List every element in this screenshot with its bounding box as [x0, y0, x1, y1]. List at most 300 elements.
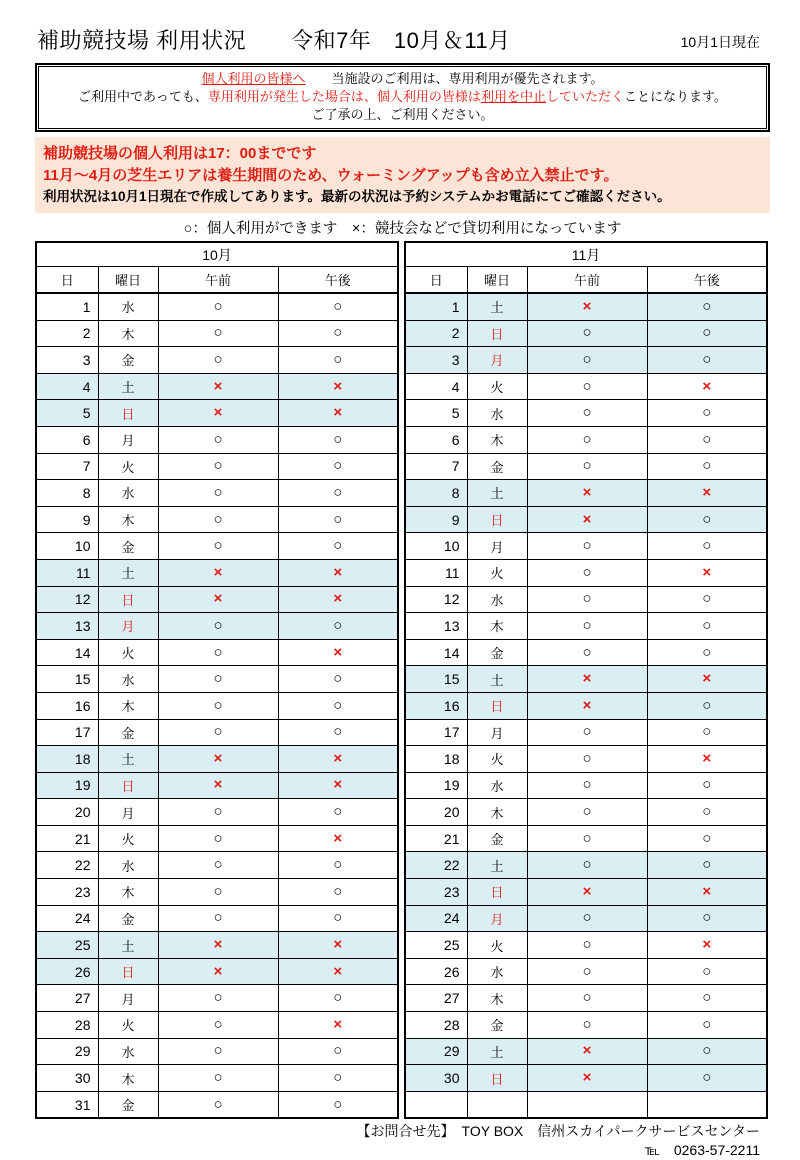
day-number-cell: 27 — [36, 985, 98, 1012]
am-status-cell — [158, 293, 278, 320]
open-mark-icon: ○ — [582, 803, 592, 821]
am-status-cell — [158, 985, 278, 1012]
open-mark-icon: ○ — [213, 350, 223, 368]
calendar-row — [36, 506, 398, 533]
day-number-cell: 25 — [36, 932, 98, 959]
am-status-cell — [158, 426, 278, 453]
weekday-cell: 水 — [467, 400, 527, 427]
pm-status-cell — [278, 559, 398, 586]
calendar-row — [405, 400, 767, 427]
day-number-cell: 15 — [36, 666, 98, 693]
calendar-row — [36, 985, 398, 1012]
am-status-cell — [527, 719, 647, 746]
open-mark-icon: ○ — [213, 909, 223, 927]
open-mark-icon: ○ — [213, 829, 223, 847]
closed-mark-icon: × — [213, 377, 223, 395]
weekday-cell: 土 — [98, 559, 158, 586]
closed-mark-icon: × — [702, 563, 712, 581]
weekday-cell: 日 — [467, 1065, 527, 1092]
am-status-cell — [158, 373, 278, 400]
closed-mark-icon: × — [702, 377, 712, 395]
open-mark-icon: ○ — [333, 1095, 343, 1113]
day-number-cell: 8 — [36, 480, 98, 507]
weekday-cell: 火 — [467, 559, 527, 586]
calendar-row — [36, 533, 398, 560]
calendar-row — [36, 453, 398, 480]
weekday-cell: 火 — [467, 932, 527, 959]
am-status-cell — [158, 506, 278, 533]
open-mark-icon: ○ — [702, 324, 712, 342]
weekday-cell: 土 — [467, 852, 527, 879]
day-number-cell: 4 — [405, 373, 467, 400]
open-mark-icon: ○ — [213, 1069, 223, 1087]
calendar-table-october — [35, 241, 399, 1119]
weekday-cell: 水 — [98, 1038, 158, 1065]
pm-status-cell — [278, 692, 398, 719]
calendar-row — [36, 666, 398, 693]
open-mark-icon: ○ — [582, 989, 592, 1007]
am-status-cell — [527, 293, 647, 320]
open-mark-icon: ○ — [702, 457, 712, 475]
notice-line-2-post: ことになります。 — [623, 89, 727, 104]
day-number-cell: 19 — [405, 772, 467, 799]
am-status-cell — [527, 932, 647, 959]
pm-status-cell — [278, 852, 398, 879]
col-header-day: 日 — [405, 267, 467, 294]
open-mark-icon: ○ — [702, 989, 712, 1007]
closed-mark-icon: × — [333, 776, 343, 794]
notice-line-2-pre: ご利用中であっても、 — [78, 89, 208, 104]
alert-line-3: 利用状況は10月1日現在で作成してあります。最新の状況は予約システムかお電話にてご確認ください。 — [43, 189, 671, 204]
pm-status-cell — [278, 480, 398, 507]
open-mark-icon: ○ — [582, 643, 592, 661]
day-number-cell: 7 — [405, 453, 467, 480]
open-mark-icon: ○ — [582, 457, 592, 475]
pm-status-cell — [278, 825, 398, 852]
day-number-cell: 23 — [405, 879, 467, 906]
calendar-row — [405, 347, 767, 374]
weekday-cell: 土 — [98, 373, 158, 400]
am-status-cell — [527, 958, 647, 985]
notice-box-inner — [38, 66, 767, 129]
closed-mark-icon: × — [333, 377, 343, 395]
am-status-cell — [158, 852, 278, 879]
notice-line-1-rest: 当施設のご利用は、専用利用が優先されます。 — [305, 71, 604, 86]
weekday-cell: 土 — [467, 480, 527, 507]
day-number-cell: 12 — [36, 586, 98, 613]
pm-status-cell — [278, 666, 398, 693]
am-status-cell — [158, 1065, 278, 1092]
weekday-cell: 月 — [467, 905, 527, 932]
open-mark-icon: ○ — [702, 1015, 712, 1033]
open-mark-icon: ○ — [213, 989, 223, 1007]
calendar-row — [36, 293, 398, 320]
open-mark-icon: ○ — [213, 696, 223, 714]
calendar-row — [36, 559, 398, 586]
weekday-cell: 木 — [467, 799, 527, 826]
col-header-pm: 午後 — [647, 267, 767, 294]
open-mark-icon: ○ — [582, 749, 592, 767]
closed-mark-icon: × — [582, 1069, 592, 1087]
open-mark-icon: ○ — [582, 430, 592, 448]
pm-status-cell — [647, 825, 767, 852]
weekday-cell: 土 — [467, 666, 527, 693]
pm-status-cell — [278, 746, 398, 773]
calendar-row — [36, 905, 398, 932]
open-mark-icon: ○ — [213, 297, 223, 315]
closed-mark-icon: × — [582, 1042, 592, 1060]
open-mark-icon: ○ — [213, 537, 223, 555]
day-number-cell: 11 — [405, 559, 467, 586]
pm-status-cell — [647, 453, 767, 480]
notice-heading: 個人利用の皆様へ — [201, 71, 306, 86]
weekday-cell: 月 — [467, 719, 527, 746]
pm-status-cell — [278, 506, 398, 533]
pm-status-cell — [647, 799, 767, 826]
open-mark-icon: ○ — [333, 696, 343, 714]
open-mark-icon: ○ — [702, 616, 712, 634]
am-status-cell — [527, 852, 647, 879]
closed-mark-icon: × — [582, 670, 592, 688]
contact-info: 【お問合せ先】 TOY BOX 信州スカイパークサービスセンター — [356, 1123, 760, 1140]
pm-status-cell — [647, 666, 767, 693]
closed-mark-icon: × — [213, 563, 223, 581]
closed-mark-icon: × — [213, 962, 223, 980]
am-status-cell — [527, 453, 647, 480]
pm-status-cell — [278, 293, 398, 320]
day-number-cell: 26 — [405, 958, 467, 985]
am-status-cell — [527, 879, 647, 906]
weekday-cell: 月 — [98, 985, 158, 1012]
calendar-row — [405, 1038, 767, 1065]
day-number-cell — [405, 1091, 467, 1118]
day-number-cell: 9 — [36, 506, 98, 533]
day-number-cell: 15 — [405, 666, 467, 693]
open-mark-icon: ○ — [582, 350, 592, 368]
open-mark-icon: ○ — [702, 404, 712, 422]
day-number-cell: 9 — [405, 506, 467, 533]
pm-status-cell — [647, 1038, 767, 1065]
weekday-cell: 金 — [467, 639, 527, 666]
am-status-cell — [527, 1091, 647, 1118]
calendar-row — [36, 1012, 398, 1039]
pm-status-cell — [278, 958, 398, 985]
weekday-cell: 金 — [98, 533, 158, 560]
am-status-cell — [527, 533, 647, 560]
open-mark-icon: ○ — [333, 350, 343, 368]
calendar-row — [36, 1038, 398, 1065]
month-header: 11月 — [405, 242, 767, 267]
am-status-cell — [527, 746, 647, 773]
weekday-cell: 金 — [98, 347, 158, 374]
weekday-cell: 木 — [98, 879, 158, 906]
am-status-cell — [158, 799, 278, 826]
closed-mark-icon: × — [702, 749, 712, 767]
header — [37, 24, 768, 55]
am-status-cell — [158, 932, 278, 959]
calendar-row — [405, 426, 767, 453]
weekday-cell: 木 — [98, 506, 158, 533]
open-mark-icon: ○ — [333, 803, 343, 821]
weekday-cell: 日 — [467, 879, 527, 906]
day-number-cell: 19 — [36, 772, 98, 799]
weekday-cell: 水 — [467, 772, 527, 799]
weekday-cell: 金 — [467, 825, 527, 852]
open-mark-icon: ○ — [333, 297, 343, 315]
calendar-row — [405, 293, 767, 320]
weekday-cell: 水 — [467, 586, 527, 613]
weekday-cell: 木 — [98, 1065, 158, 1092]
calendar-row — [405, 533, 767, 560]
day-number-cell: 27 — [405, 985, 467, 1012]
calendar-row — [36, 347, 398, 374]
open-mark-icon: ○ — [213, 457, 223, 475]
calendar-row — [405, 692, 767, 719]
closed-mark-icon: × — [213, 749, 223, 767]
contact-tel: ℡ 0263-57-2211 — [644, 1142, 760, 1159]
calendar-row — [36, 932, 398, 959]
day-number-cell: 5 — [405, 400, 467, 427]
day-number-cell: 28 — [405, 1012, 467, 1039]
pm-status-cell — [647, 1065, 767, 1092]
pm-status-cell — [647, 400, 767, 427]
weekday-cell: 日 — [98, 586, 158, 613]
col-header-weekday: 曜日 — [98, 267, 158, 294]
calendar-row — [405, 639, 767, 666]
pm-status-cell — [647, 347, 767, 374]
open-mark-icon: ○ — [582, 590, 592, 608]
open-mark-icon: ○ — [213, 510, 223, 528]
am-status-cell — [527, 1038, 647, 1065]
legend: ○：個人利用ができます ×：競技会などで貸切利用になっています — [183, 221, 622, 237]
calendar-row — [36, 958, 398, 985]
am-status-cell — [527, 347, 647, 374]
calendar-row — [36, 320, 398, 347]
pm-status-cell — [647, 985, 767, 1012]
weekday-cell: 日 — [98, 772, 158, 799]
am-status-cell — [527, 613, 647, 640]
pm-status-cell — [278, 985, 398, 1012]
pm-status-cell — [278, 426, 398, 453]
open-mark-icon: ○ — [702, 909, 712, 927]
open-mark-icon: ○ — [213, 723, 223, 741]
notice-box — [35, 63, 770, 132]
closed-mark-icon: × — [582, 696, 592, 714]
closed-mark-icon: × — [333, 829, 343, 847]
open-mark-icon: ○ — [333, 909, 343, 927]
alert-box — [35, 137, 770, 213]
col-header-weekday: 曜日 — [467, 267, 527, 294]
open-mark-icon: ○ — [702, 1042, 712, 1060]
weekday-cell: 木 — [467, 985, 527, 1012]
weekday-cell: 土 — [467, 1038, 527, 1065]
day-number-cell: 2 — [405, 320, 467, 347]
day-number-cell: 7 — [36, 453, 98, 480]
open-mark-icon: ○ — [213, 803, 223, 821]
weekday-cell: 日 — [467, 320, 527, 347]
notice-line-2 — [43, 88, 762, 106]
am-status-cell — [158, 879, 278, 906]
open-mark-icon: ○ — [213, 324, 223, 342]
pm-status-cell — [278, 639, 398, 666]
am-status-cell — [158, 905, 278, 932]
open-mark-icon: ○ — [702, 297, 712, 315]
weekday-cell: 火 — [98, 1012, 158, 1039]
open-mark-icon: ○ — [582, 909, 592, 927]
open-mark-icon: ○ — [582, 537, 592, 555]
closed-mark-icon: × — [582, 510, 592, 528]
am-status-cell — [527, 559, 647, 586]
open-mark-icon: ○ — [333, 616, 343, 634]
day-number-cell: 8 — [405, 480, 467, 507]
am-status-cell — [527, 1065, 647, 1092]
open-mark-icon: ○ — [582, 723, 592, 741]
closed-mark-icon: × — [213, 590, 223, 608]
calendar-row — [36, 852, 398, 879]
day-number-cell: 16 — [36, 692, 98, 719]
day-number-cell: 14 — [405, 639, 467, 666]
day-number-cell: 29 — [405, 1038, 467, 1065]
day-number-cell: 31 — [36, 1091, 98, 1118]
calendar-row — [405, 666, 767, 693]
closed-mark-icon: × — [702, 483, 712, 501]
open-mark-icon: ○ — [702, 510, 712, 528]
weekday-cell: 火 — [467, 373, 527, 400]
open-mark-icon: ○ — [702, 723, 712, 741]
day-number-cell: 24 — [36, 905, 98, 932]
pm-status-cell — [647, 480, 767, 507]
closed-mark-icon: × — [333, 563, 343, 581]
weekday-cell: 水 — [467, 958, 527, 985]
open-mark-icon: ○ — [702, 430, 712, 448]
calendar-row — [36, 746, 398, 773]
calendar-row — [405, 480, 767, 507]
weekday-cell: 土 — [467, 293, 527, 320]
day-number-cell: 13 — [405, 613, 467, 640]
pm-status-cell — [647, 746, 767, 773]
weekday-cell: 月 — [98, 426, 158, 453]
am-status-cell — [158, 639, 278, 666]
am-status-cell — [527, 799, 647, 826]
am-status-cell — [158, 692, 278, 719]
am-status-cell — [158, 400, 278, 427]
day-number-cell: 18 — [36, 746, 98, 773]
weekday-cell: 金 — [98, 719, 158, 746]
pm-status-cell — [278, 932, 398, 959]
am-status-cell — [158, 586, 278, 613]
am-status-cell — [527, 586, 647, 613]
am-status-cell — [158, 1091, 278, 1118]
open-mark-icon: ○ — [582, 936, 592, 954]
closed-mark-icon: × — [213, 404, 223, 422]
am-status-cell — [527, 400, 647, 427]
pm-status-cell — [647, 905, 767, 932]
calendar-row — [36, 1091, 398, 1118]
am-status-cell — [158, 666, 278, 693]
weekday-cell: 火 — [98, 453, 158, 480]
day-number-cell: 22 — [36, 852, 98, 879]
day-number-cell: 29 — [36, 1038, 98, 1065]
day-number-cell: 13 — [36, 613, 98, 640]
am-status-cell — [158, 958, 278, 985]
am-status-cell — [158, 533, 278, 560]
calendar-row — [405, 1091, 767, 1118]
weekday-cell: 日 — [98, 400, 158, 427]
day-number-cell: 21 — [405, 825, 467, 852]
pm-status-cell — [278, 347, 398, 374]
pm-status-cell — [647, 293, 767, 320]
day-number-cell: 6 — [405, 426, 467, 453]
am-status-cell — [158, 772, 278, 799]
open-mark-icon: ○ — [213, 856, 223, 874]
open-mark-icon: ○ — [582, 1015, 592, 1033]
open-mark-icon: ○ — [582, 829, 592, 847]
day-number-cell: 30 — [405, 1065, 467, 1092]
closed-mark-icon: × — [333, 962, 343, 980]
pm-status-cell — [278, 1091, 398, 1118]
pm-status-cell — [647, 426, 767, 453]
open-mark-icon: ○ — [702, 856, 712, 874]
am-status-cell — [527, 985, 647, 1012]
am-status-cell — [527, 480, 647, 507]
pm-status-cell — [278, 586, 398, 613]
open-mark-icon: ○ — [702, 829, 712, 847]
closed-mark-icon: × — [213, 776, 223, 794]
day-number-cell: 1 — [405, 293, 467, 320]
pm-status-cell — [647, 613, 767, 640]
calendar-row — [36, 692, 398, 719]
pm-status-cell — [278, 373, 398, 400]
day-number-cell: 26 — [36, 958, 98, 985]
pm-status-cell — [278, 799, 398, 826]
calendar-row — [405, 825, 767, 852]
pm-status-cell — [278, 400, 398, 427]
am-status-cell — [527, 772, 647, 799]
weekday-cell: 土 — [98, 932, 158, 959]
weekday-cell: 水 — [98, 480, 158, 507]
am-status-cell — [527, 426, 647, 453]
closed-mark-icon: × — [333, 590, 343, 608]
notice-line-2-red: 専用利用が発生した場合は、個人利用の皆様は — [207, 89, 481, 104]
weekday-cell: 水 — [98, 666, 158, 693]
open-mark-icon: ○ — [333, 856, 343, 874]
weekday-cell: 月 — [467, 347, 527, 374]
calendar-row — [36, 1065, 398, 1092]
page-title: 補助競技場 利用状況 令和7年 10月＆11月 — [37, 28, 511, 53]
am-status-cell — [158, 480, 278, 507]
calendar-row — [405, 985, 767, 1012]
weekday-cell: 火 — [98, 639, 158, 666]
closed-mark-icon: × — [582, 483, 592, 501]
notice-line-1 — [43, 70, 762, 88]
calendar-row — [405, 453, 767, 480]
open-mark-icon: ○ — [702, 776, 712, 794]
open-mark-icon: ○ — [213, 670, 223, 688]
calendar-row — [405, 772, 767, 799]
day-number-cell: 23 — [36, 879, 98, 906]
day-number-cell: 18 — [405, 746, 467, 773]
open-mark-icon: ○ — [582, 776, 592, 794]
open-mark-icon: ○ — [702, 1069, 712, 1087]
open-mark-icon: ○ — [702, 962, 712, 980]
footer — [35, 1122, 770, 1160]
calendar-row — [405, 1012, 767, 1039]
am-status-cell — [158, 746, 278, 773]
pm-status-cell — [278, 320, 398, 347]
month-header: 10月 — [36, 242, 398, 267]
calendar-row — [405, 506, 767, 533]
open-mark-icon: ○ — [213, 882, 223, 900]
